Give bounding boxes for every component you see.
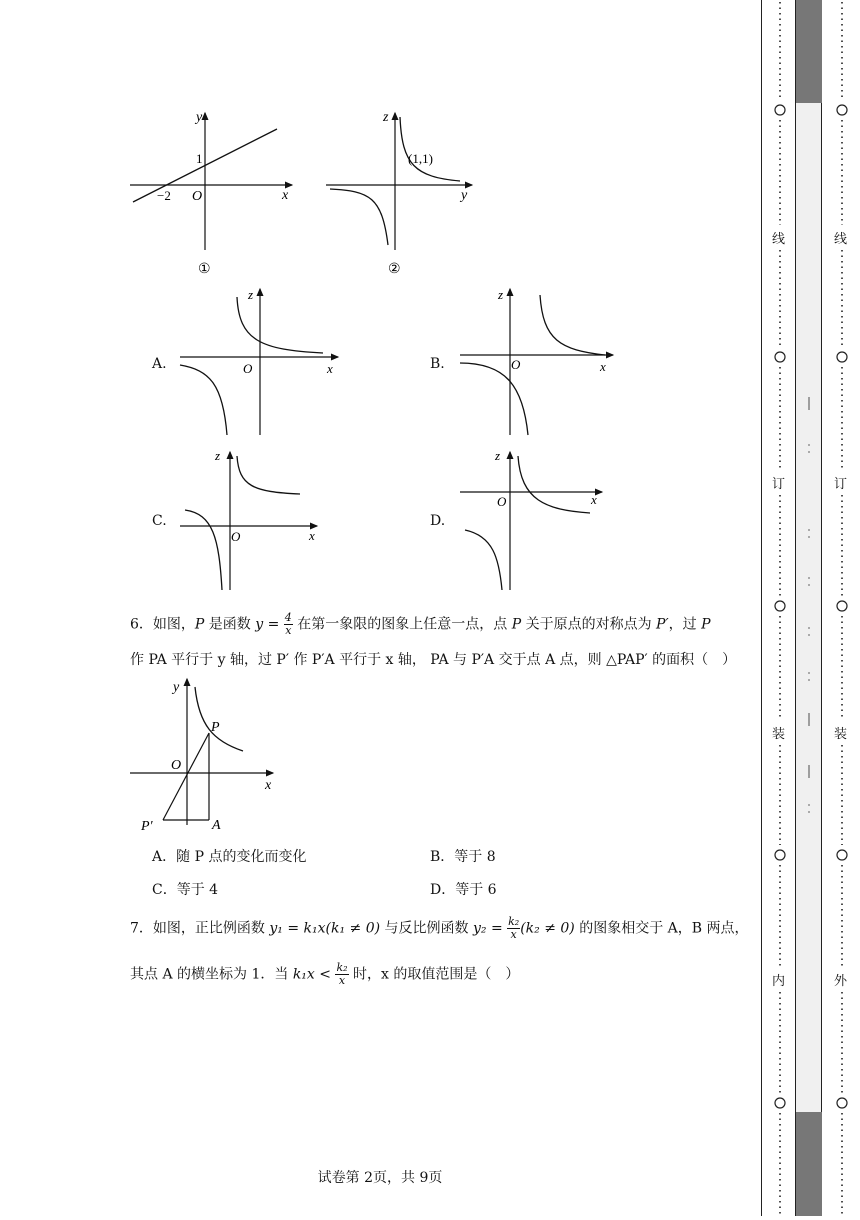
fig1-origin: O xyxy=(192,189,203,204)
q5a-o: O xyxy=(243,361,253,376)
q7-y2: y₂ = xyxy=(472,920,503,937)
fig1-x-intercept: −2 xyxy=(157,188,171,203)
binding-inner-char-2: 订 xyxy=(772,477,786,492)
q6-option-a[interactable]: A．随 P 点的变化而变化 xyxy=(152,849,307,865)
q5c-z: z xyxy=(215,448,221,463)
q5c-x: x xyxy=(309,528,315,543)
q6-option-b[interactable]: B．等于 8 xyxy=(430,849,496,865)
q5a-z: z xyxy=(248,287,254,302)
q7-inequality: k₁x < xyxy=(292,966,331,983)
q5-option-b-letter[interactable]: B. xyxy=(430,356,445,372)
q6-p3: P xyxy=(701,616,711,633)
q6-text-c: 在第一象限的图象上任意一点，点 xyxy=(292,616,512,633)
q5d-x: x xyxy=(591,492,597,507)
q5d-z: z xyxy=(495,448,501,463)
q6-fraction: $\frac{4}{x}$ xyxy=(284,611,292,637)
q7-line-2: 其点 A 的横坐标为 1．当 k₁x < $\frac{\text{k₂}}{x}$ 时，x 的取值范围是（ ） xyxy=(130,961,520,987)
q5-option-c-graph[interactable] xyxy=(175,448,325,593)
q6-line-2: 作 PA 平行于 y 轴，过 P′ 作 P′A 平行于 x 轴， PA 与 P′A 交于点 A 点，则 △PAP′ 的面积（ ） xyxy=(130,652,737,668)
binding-outer-char-3: 装 xyxy=(834,727,848,742)
q6-fig-x: x xyxy=(265,778,272,793)
q5b-z: z xyxy=(498,287,504,302)
q5d-o: O xyxy=(497,494,507,509)
page-footer: 试卷第 2页，共 9页 xyxy=(317,1170,443,1186)
binding-info-strip xyxy=(795,0,822,1216)
fig1-y-label: y xyxy=(196,110,203,125)
q6-p2: P xyxy=(511,616,522,633)
fig1-caption: ① xyxy=(198,262,211,277)
binding-dotted-line-inner xyxy=(770,0,790,1216)
q6-option-c[interactable]: C．等于 4 xyxy=(152,882,219,898)
figure-1 xyxy=(120,105,300,280)
q6-fig-y: y xyxy=(173,680,180,695)
fig2-y-label: y xyxy=(461,188,468,203)
q6-pprime: P′ xyxy=(656,616,669,633)
q6-fig-o: O xyxy=(171,758,182,773)
q7-fraction-2: $\frac{\text{k₂}}{x}$ xyxy=(336,961,348,987)
q6-y-eq: y = xyxy=(255,616,280,633)
binding-outer-char-2: 订 xyxy=(834,477,848,492)
q6-text-d: 关于原点的对称点为 xyxy=(521,616,657,633)
fig1-x-label: x xyxy=(282,188,289,203)
q7-y1: y₁ = k₁x(k₁ ≠ 0) xyxy=(269,920,381,937)
binding-dotted-line-outer xyxy=(832,0,852,1216)
fig2-caption: ② xyxy=(388,262,401,277)
q6-fig-p: P xyxy=(211,720,220,735)
q6-fig-pprime: P′ xyxy=(141,819,153,834)
q7-fraction-1: $\frac{\text{k₂}}{x}$ xyxy=(508,915,520,941)
q6-fig-a: A xyxy=(212,818,221,833)
q6-p: P xyxy=(194,616,205,633)
binding-inner-char-3: 装 xyxy=(772,727,786,742)
binding-outer-char-1: 线 xyxy=(834,232,848,247)
q5b-o: O xyxy=(511,357,521,372)
q5a-x: x xyxy=(327,361,333,376)
q5-option-a-letter[interactable]: A. xyxy=(152,356,167,372)
q6-text-b: 是函数 xyxy=(204,616,256,633)
fig2-z-label: z xyxy=(383,110,389,125)
q5-option-d-graph[interactable] xyxy=(455,448,610,593)
q6-text-a: 6．如图， xyxy=(130,616,195,633)
q5b-x: x xyxy=(600,359,606,374)
q5-option-c-letter[interactable]: C. xyxy=(152,513,167,529)
fig1-y-intercept: 1 xyxy=(196,151,203,166)
binding-left-border xyxy=(761,0,762,1216)
q6-text-e: ，过 xyxy=(668,616,702,633)
q7-line-1: 7．如图，正比例函数 y₁ = k₁x(k₁ ≠ 0) 与反比例函数 y₂ = $\frac{\text{k₂}}{x}$ (k₂ ≠ 0) 的图象相交于 A，B 两点， xyxy=(130,915,749,941)
q5-option-a-graph[interactable] xyxy=(175,285,345,440)
binding-inner-char-1: 线 xyxy=(772,232,786,247)
binding-inner-char-4: 内 xyxy=(772,974,786,989)
fig2-point-label: (1,1) xyxy=(408,151,433,166)
q5-option-d-letter[interactable]: D. xyxy=(430,513,446,529)
q6-figure xyxy=(125,675,280,835)
q6-option-d[interactable]: D．等于 6 xyxy=(430,882,497,898)
q5-option-b-graph[interactable] xyxy=(455,285,620,440)
q5c-o: O xyxy=(231,529,241,544)
binding-outer-char-4: 外 xyxy=(834,974,848,989)
figure-2 xyxy=(320,105,480,280)
q6-line-1 xyxy=(130,612,711,637)
